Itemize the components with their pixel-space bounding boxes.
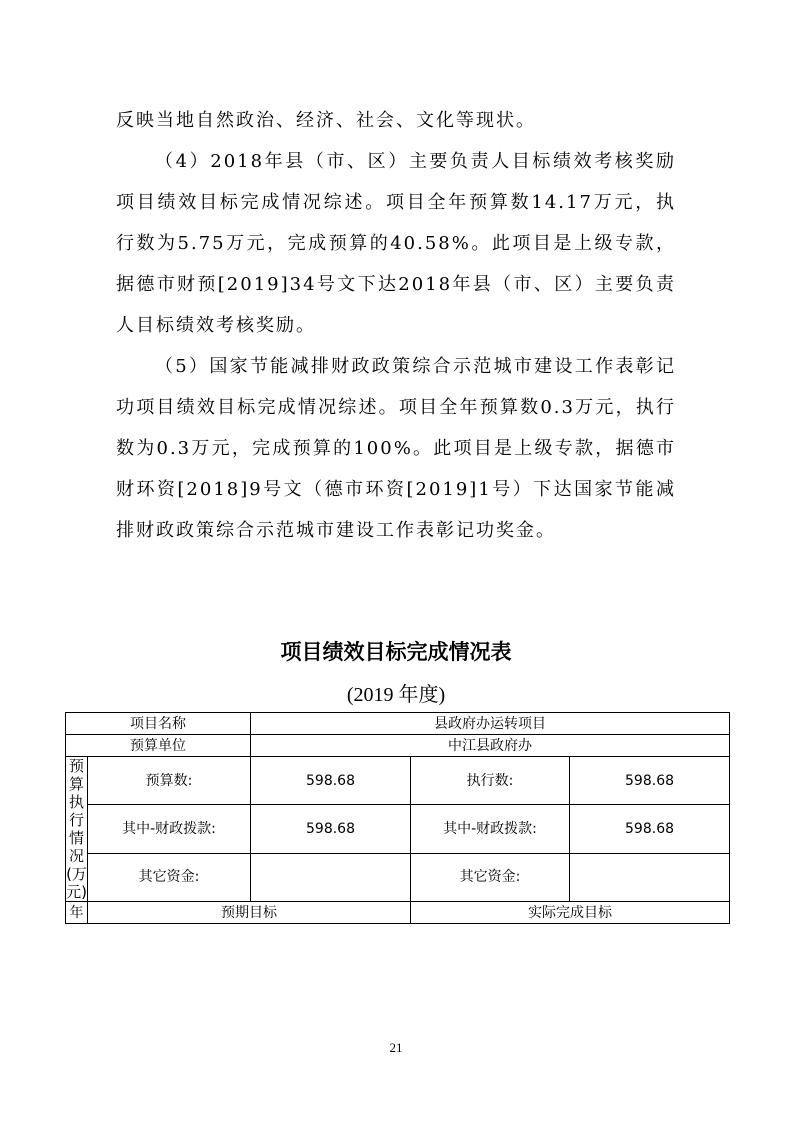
performance-table — [65, 712, 730, 924]
fiscal-label-exec: 其中-财政拨款: — [411, 805, 570, 853]
other-funds-value-budget — [251, 853, 411, 901]
table-row — [66, 853, 730, 901]
paragraph-item-5: （5）国家节能减排财政政策综合示范城市建设工作表彰记功项目绩效目标完成情况综述。项目全年预算数0.3万元，执行数为0.3万元，完成预算的100%。此项目是上级专款，据德市财环资[2018]9号文（德市环资[2019]1号）下达国家节能减排财政政策综合示范城市建设工作表彰记功奖金。 — [116, 356, 676, 541]
exec-value: 598.68 — [570, 757, 730, 805]
expected-target-label: 预期目标 — [88, 902, 411, 924]
budget-unit-label: 预算单位 — [66, 735, 251, 757]
paragraph-continuation: 反映当地自然政治、经济、社会、文化等现状。 — [116, 110, 536, 131]
fiscal-value-exec: 598.68 — [570, 805, 730, 853]
year-label: 年 — [66, 902, 88, 924]
table-subtitle: (2019 年度) — [346, 684, 446, 706]
project-name-value: 县政府办运转项目 — [251, 713, 730, 735]
other-funds-value-exec — [570, 853, 730, 901]
budget-value: 598.68 — [251, 757, 411, 805]
page-number: 21 — [389, 1040, 403, 1055]
other-funds-label-exec: 其它资金: — [411, 853, 570, 901]
actual-target-label: 实际完成目标 — [411, 902, 730, 924]
table-title: 项目绩效目标完成情况表 — [280, 640, 512, 664]
exec-label: 执行数: — [411, 757, 570, 805]
budget-label: 预算数: — [88, 757, 251, 805]
table-row — [66, 735, 730, 757]
project-name-label: 项目名称 — [66, 713, 251, 735]
table-row — [66, 902, 730, 924]
fiscal-label-budget: 其中-财政拨款: — [88, 805, 251, 853]
other-funds-label-budget: 其它资金: — [88, 853, 251, 901]
table-row — [66, 713, 730, 735]
table-row — [66, 757, 730, 805]
table-row — [66, 805, 730, 853]
budget-execution-side-label: 预算执行情况(万元) — [66, 757, 87, 901]
fiscal-value-budget: 598.68 — [251, 805, 411, 853]
paragraph-item-4: （4）2018年县（市、区）主要负责人目标绩效考核奖励项目绩效目标完成情况综述。项目全年预算数14.17万元，执行数为5.75万元，完成预算的40.58%。此项目是上级专款，据德市财预[2019]34号文下达2018年县（市、区）主要负责人目标绩效考核奖励。 — [116, 151, 676, 336]
budget-unit-value: 中江县政府办 — [251, 735, 730, 757]
